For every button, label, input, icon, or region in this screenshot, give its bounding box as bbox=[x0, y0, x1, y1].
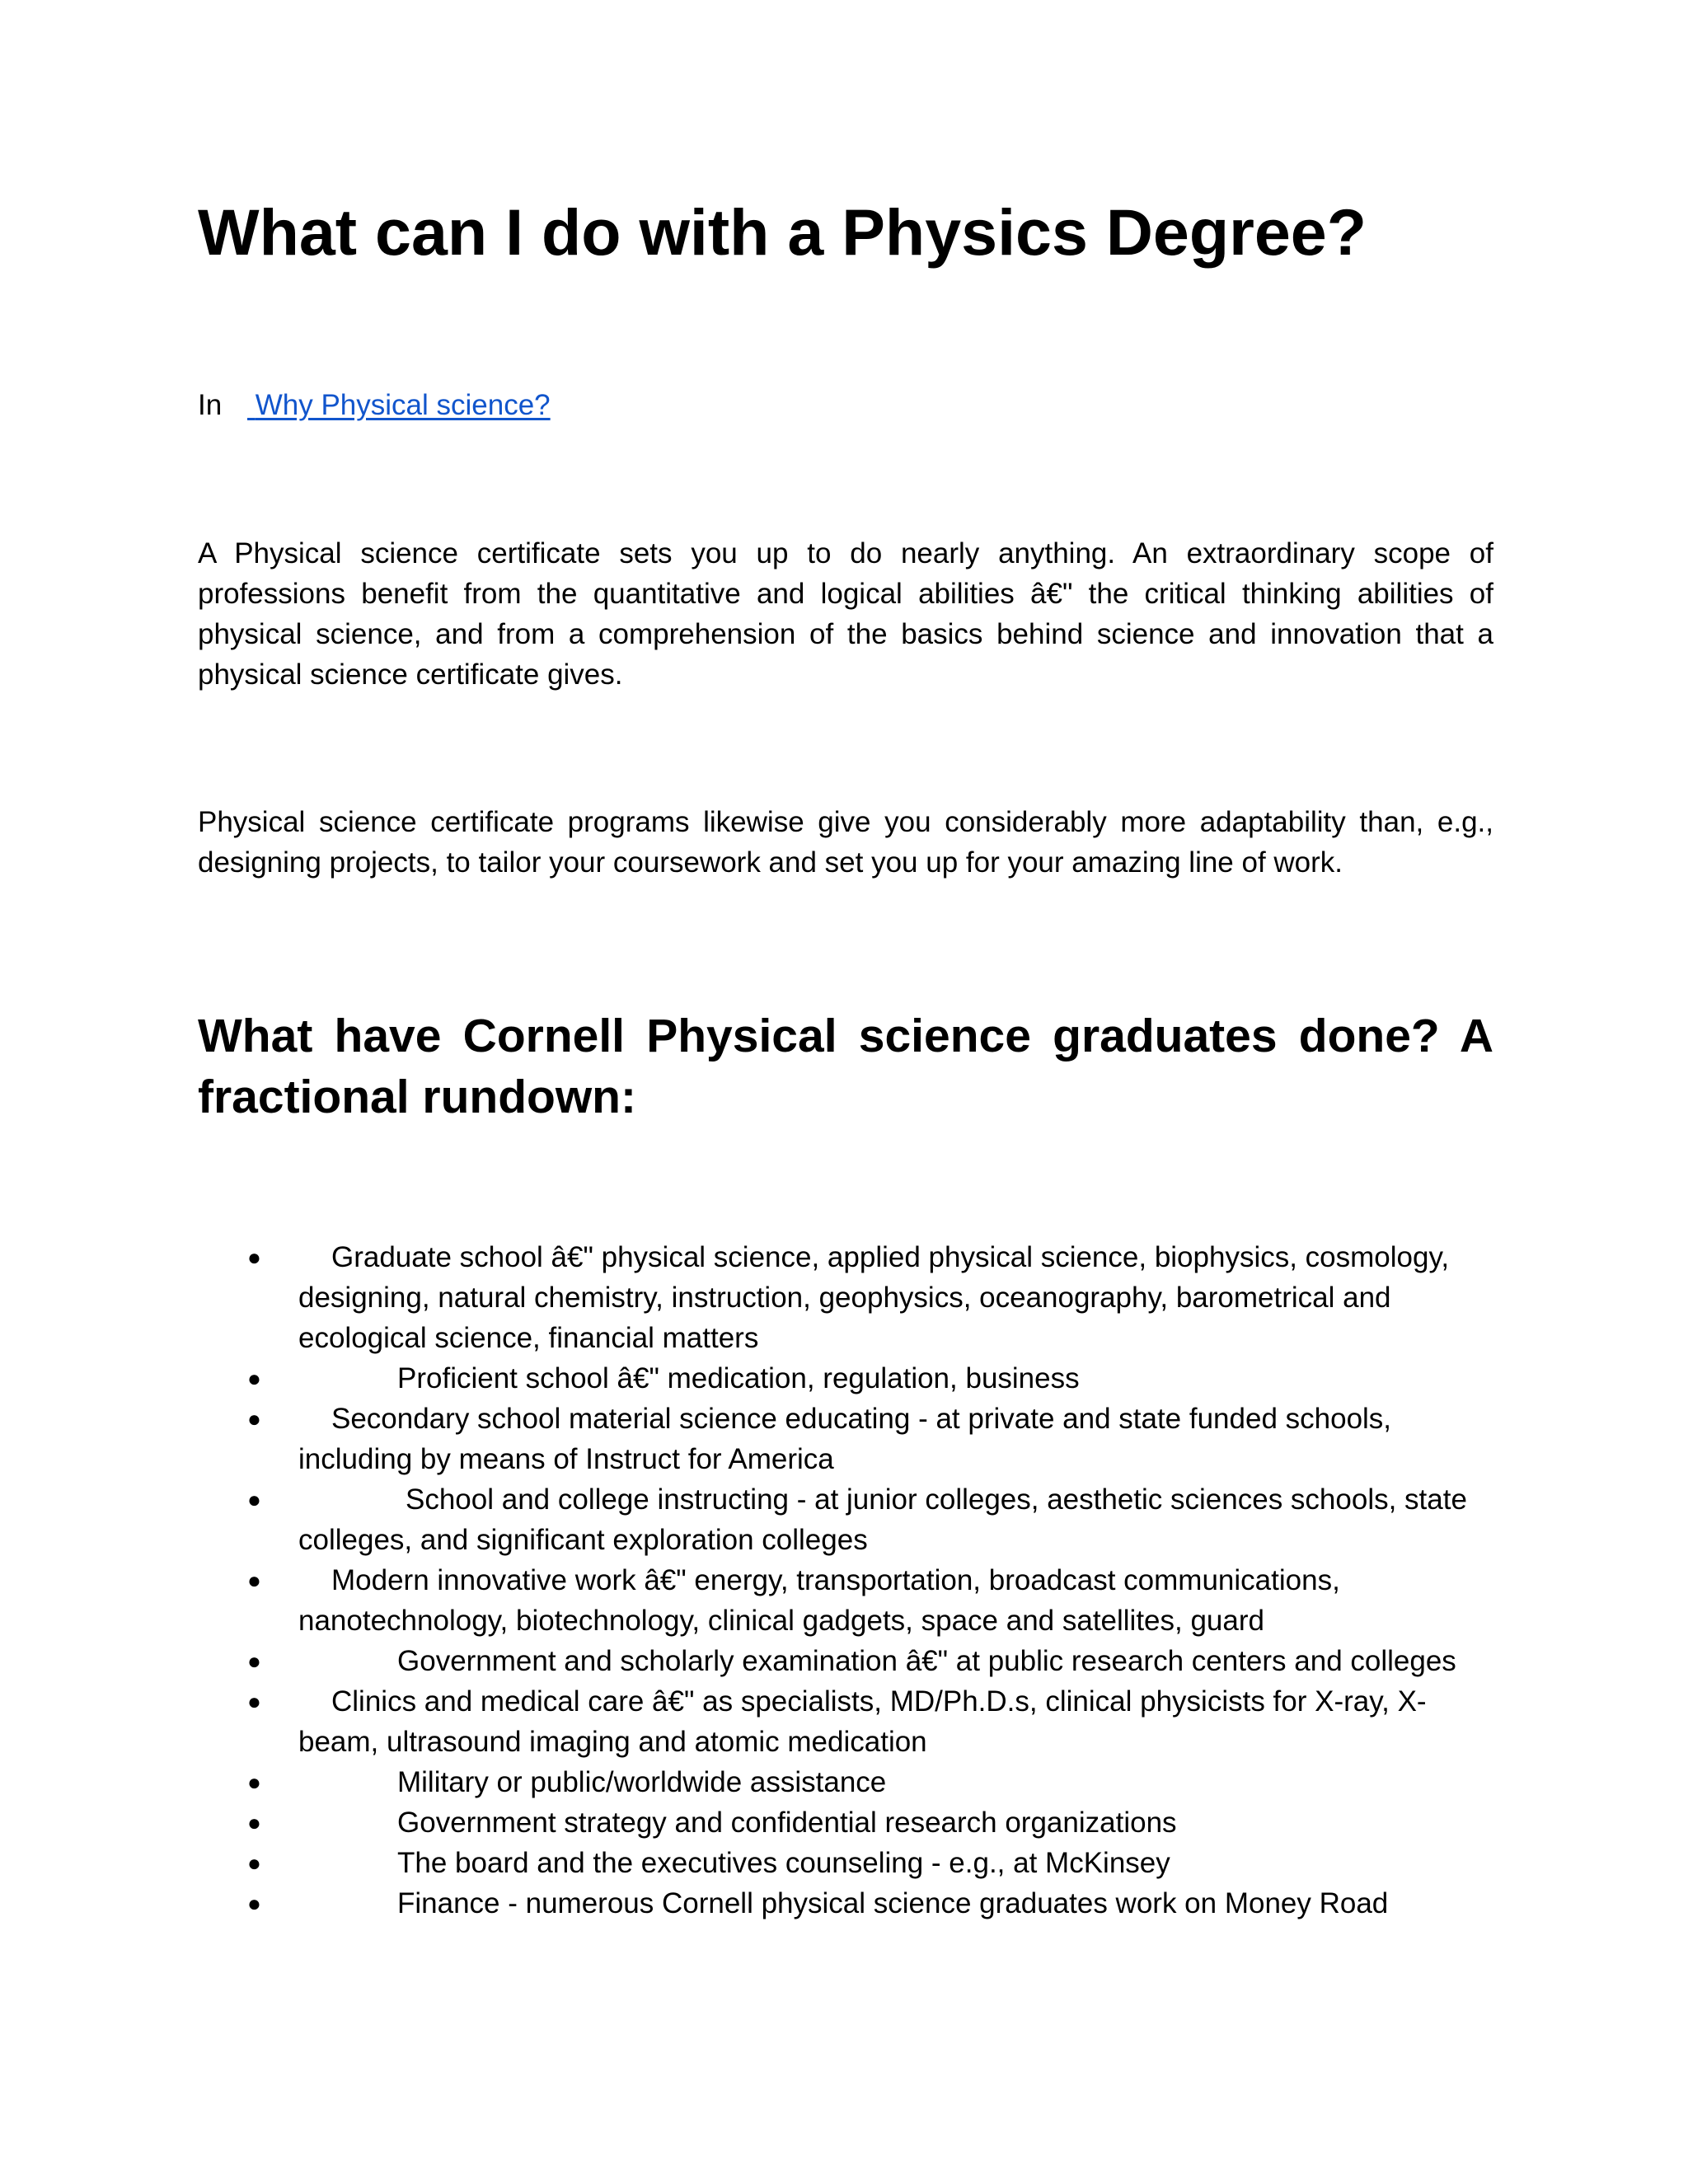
list-item bbox=[198, 1399, 1493, 1479]
category-prefix: In bbox=[198, 389, 223, 421]
list-item bbox=[198, 1681, 1493, 1762]
intro-paragraph: A Physical science certificate sets you up to do nearly anything. An extraordinary scope of professions benefit from the quantitative and logical abilities â€" the critical thinking abilities of physical science, and from a comprehension of the basics behind science and innovation that a physical science certificate gives. bbox=[198, 537, 1493, 691]
list-item bbox=[198, 1358, 1493, 1399]
category-link[interactable] bbox=[247, 389, 551, 421]
list-item-text: Military or public/worldwide assistance bbox=[397, 1766, 887, 1798]
list-item-text: The board and the executives counseling - e.g., at McKinsey bbox=[397, 1847, 1170, 1879]
list-item-text: Modern innovative work â€" energy, transportation, broadcast communications, nanotechnology, biotechnology, clinical gadgets, space and satellites, guard bbox=[298, 1564, 1340, 1637]
list-item bbox=[198, 1641, 1493, 1681]
list-item-text: Government and scholarly examination â€" at public research centers and colleges bbox=[397, 1645, 1456, 1677]
list-item-text: Proficient school â€" medication, regulation, business bbox=[397, 1362, 1080, 1394]
list-item-text: Secondary school material science educating - at private and state funded schools, including by means of Instruct for America bbox=[298, 1403, 1392, 1475]
bullet-icon: ● bbox=[247, 1406, 261, 1432]
bullet-icon: ● bbox=[247, 1487, 261, 1512]
bullet-icon: ● bbox=[247, 1810, 261, 1835]
list-item bbox=[198, 1762, 1493, 1802]
page-title: What can I do with a Physics Degree? bbox=[198, 195, 1367, 269]
flexibility-paragraph: Physical science certificate programs likewise give you considerably more adaptability than, e.g., designing projects, to tailor your coursework and set you up for your amazing line of work. bbox=[198, 806, 1493, 879]
bullet-icon: ● bbox=[247, 1244, 261, 1270]
list-item-text: Clinics and medical care â€" as specialists, MD/Ph.D.s, clinical physicists for X-ray, X-beam, ultrasound imaging and atomic medication bbox=[298, 1685, 1427, 1758]
list-item bbox=[198, 1560, 1493, 1641]
bullet-icon: ● bbox=[247, 1568, 261, 1593]
list-item-text: School and college instructing - at junior colleges, aesthetic sciences schools, state colleges, and significant exploration colleges bbox=[298, 1483, 1467, 1556]
bullet-icon: ● bbox=[247, 1648, 261, 1674]
list-item bbox=[198, 1479, 1493, 1560]
category-link-label: Why Physical science? bbox=[255, 389, 551, 421]
list-item bbox=[198, 1843, 1493, 1883]
list-item bbox=[198, 1883, 1493, 1924]
list-item-text: Government strategy and confidential research organizations bbox=[397, 1807, 1177, 1839]
bullet-icon: ● bbox=[247, 1366, 261, 1391]
bullet-icon: ● bbox=[247, 1891, 261, 1916]
list-item bbox=[198, 1802, 1493, 1843]
bullet-icon: ● bbox=[247, 1689, 261, 1714]
bullet-icon: ● bbox=[247, 1850, 261, 1876]
list-item-text: Graduate school â€" physical science, applied physical science, biophysics, cosmology, designing, natural chemistry, instruction, geophysics, oceanography, barometrical and ecological science, financial matters bbox=[298, 1241, 1450, 1354]
graduate-outcomes-list bbox=[198, 1237, 1493, 1924]
bullet-icon: ● bbox=[247, 1769, 261, 1795]
section-heading: What have Cornell Physical science graduates done? A fractional rundown: bbox=[198, 1010, 1493, 1123]
category-line bbox=[198, 386, 551, 425]
list-item-text: Finance - numerous Cornell physical science graduates work on Money Road bbox=[397, 1887, 1389, 1919]
list-item bbox=[198, 1237, 1493, 1358]
